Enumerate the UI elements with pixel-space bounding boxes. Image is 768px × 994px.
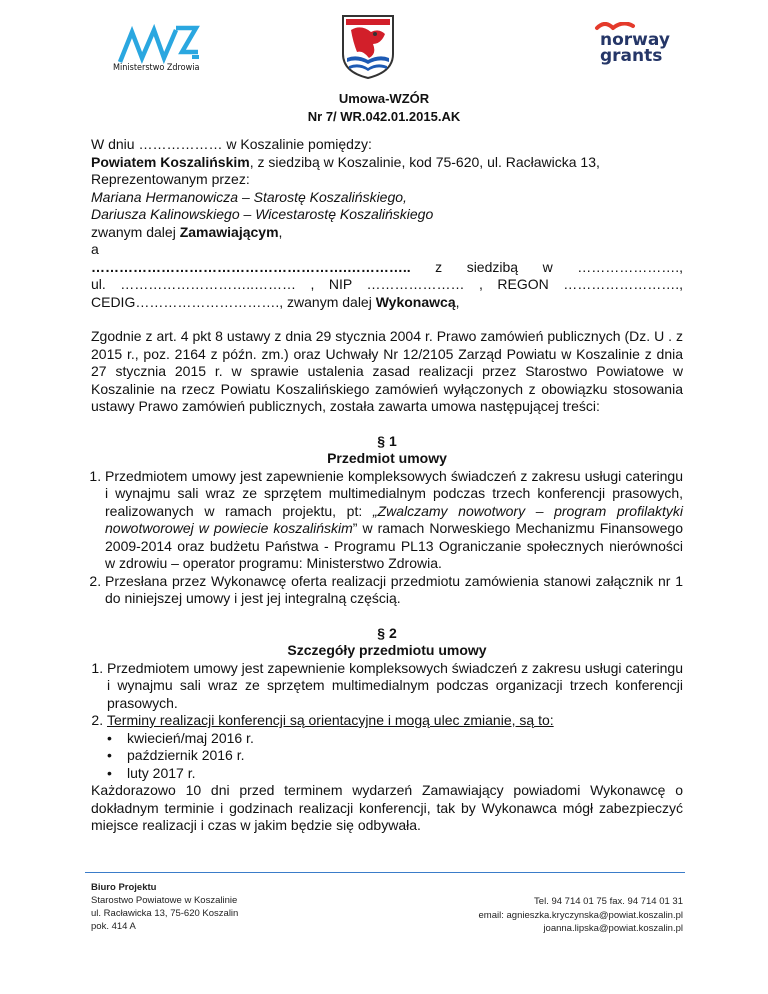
- intro-date-line: W dniu ……………… w Koszalinie pomiędzy:: [91, 136, 372, 152]
- footer-address: ul. Racławicka 13, 75-620 Koszalin: [91, 908, 239, 919]
- representative-1: [91, 189, 683, 207]
- footer-email-1: email: agnieszka.kryczynska@powiat.koszalin.pl: [478, 909, 683, 921]
- section2-number: § 2: [377, 624, 397, 641]
- section2-list: [75, 660, 683, 730]
- legal-basis: Zgodnie z art. 4 pkt 8 ustawy z dnia 29 stycznia 2004 r. Prawo zamówień publicznych (Dz. U . z 2015 r., poz. 2164 z późn. zm.) oraz Uchwały Nr 12/2105 Zarząd Powiatu w Koszalinie z dnia 27 stycznia 2015 r. w sprawie ustalenia zasad realizacji przez Starostwo Powiatowe w Koszalinie na rzecz Powiatu Koszalińskiego zamówień wyłączonych z obowiązku stosowania ustawy Prawo zamówień publicznych, została zawarta umowa następującej treści:: [91, 328, 683, 414]
- s1-item1-project-title: „Zwalczamy nowotwory – program profilaktyki nowotworowej w powiecie koszalińskim: [105, 502, 683, 536]
- contractor-name: Wykonawcą: [375, 293, 456, 310]
- employer-name: Zamawiającym: [179, 223, 279, 240]
- footer-right-block: [479, 895, 683, 936]
- section1-item1: [105, 468, 683, 573]
- contractor-seat: z siedzibą w ………………….,: [410, 258, 683, 275]
- norway-grants-line1: norway: [600, 30, 670, 50]
- called-suffix: ,: [278, 223, 283, 240]
- contract-body: [91, 136, 683, 835]
- section1-number: § 1: [377, 432, 397, 449]
- party-name: Powiatem Koszalińskim: [91, 153, 250, 170]
- document-number: Nr 7/ WR.042.01.2015.AK: [307, 109, 461, 124]
- footer-office: [91, 881, 238, 894]
- intro-party-line: [91, 154, 683, 172]
- s1-item1-part-b: ” w ramach Norweskiego Mechanizmu Finansowego 2009-2014 oraz budżetu Państwa - Programu PL13 Ograniczanie społecznych nierówności w zdrowiu – operator programu: Ministerstwo Zdrowia.: [105, 520, 684, 571]
- called-prefix: zwanym dalej: [91, 223, 180, 240]
- representative-2-text: Dariusza Kalinowskiego – Wicestarostę Koszalińskiego: [91, 206, 434, 222]
- representative-2: [91, 206, 683, 224]
- section2-item2: [107, 712, 683, 730]
- dates-list: [91, 730, 683, 783]
- ministry-logo-text: Ministerstwo Zdrowia: [113, 63, 200, 73]
- represented-by: Reprezentowanym przez:: [91, 171, 250, 187]
- date-item: • kwiecień/maj 2016 r.: [127, 730, 683, 748]
- contractor-dots-line: [91, 259, 683, 277]
- document-title: Umowa-WZÓR: [338, 91, 430, 106]
- footer-left-block: [91, 881, 238, 933]
- date-item: • październik 2016 r.: [127, 747, 683, 765]
- and-line: a: [91, 241, 99, 257]
- norway-grants-line2: grants: [600, 46, 663, 66]
- contractor-dots: ……………………………………………….…………..: [91, 258, 411, 275]
- date-item: • luty 2017 r.: [127, 765, 683, 783]
- section2-title: Szczegóły przedmiotu umowy: [287, 642, 487, 658]
- powiat-crest-logo: [341, 14, 395, 80]
- footer-org: Starostwo Powiatowe w Koszalinie: [91, 895, 238, 906]
- s1-item1-part-a: Przedmiotem umowy jest zapewnienie kompleksowych świadczeń z zakresu usługi cateringu i wynajmu sali wraz ze sprzętem multimedialnym podczas trzech konferencji prasowych, realizowanych w ramach projektu, pt:: [105, 467, 683, 519]
- section2-item1: 1. Przedmiotem umowy jest zapewnienie kompleksowych świadczeń z zakresu usługi cateringu i wynajmu sali wraz ze sprzętem multimedialnym podczas organizacji trzech konferencji prasowych.: [107, 660, 683, 713]
- representative-1-text: Mariana Hermanowicza – Starostę Koszalińskiego,: [91, 188, 407, 205]
- contractor-ids-line: ul. ………………………..……… , NIP ………………… , REGON …………………….,: [91, 276, 683, 292]
- section1-list: [73, 468, 683, 608]
- footer-divider: [85, 872, 685, 873]
- footer-office-text: Biuro Projektu: [91, 882, 157, 893]
- footer-email-2: joanna.lipska@powiat.koszalin.pl: [543, 923, 683, 934]
- called-employer: [91, 224, 683, 242]
- s2-item2-text: Terminy realizacji konferencji są orientacyjne i mogą ulec zmianie, są to:: [107, 712, 554, 728]
- notice-paragraph: Każdorazowo 10 dni przed terminem wydarzeń Zamawiający powiadomi Wykonawcę o dokładnym terminie i godzinach realizacji konferencji, tak by Wykonawca mógł zabezpieczyć miejsce realizacji i czas w jakim będzie się odbywała.: [91, 782, 683, 833]
- cedig-suffix: ,: [455, 293, 460, 310]
- section1-title: Przedmiot umowy: [327, 450, 447, 466]
- party-address: , z siedzibą w Koszalinie, kod 75-620, ul. Racławicka 13,: [249, 153, 600, 170]
- ministry-of-health-logo: [112, 18, 212, 88]
- section1-item2: 2. Przesłana przez Wykonawcę oferta realizacji przedmiotu zamówienia stanowi załącznik nr 1 do niniejszej umowy i jest jej integralną częścią.: [105, 573, 683, 608]
- footer-phone: Tel. 94 714 01 75 fax. 94 714 01 31: [534, 896, 683, 907]
- contractor-cedig-line: [91, 294, 683, 312]
- footer-room: pok. 414 A: [91, 921, 136, 932]
- cedig-prefix: CEDIG…………………………., zwanym dalej: [91, 293, 376, 310]
